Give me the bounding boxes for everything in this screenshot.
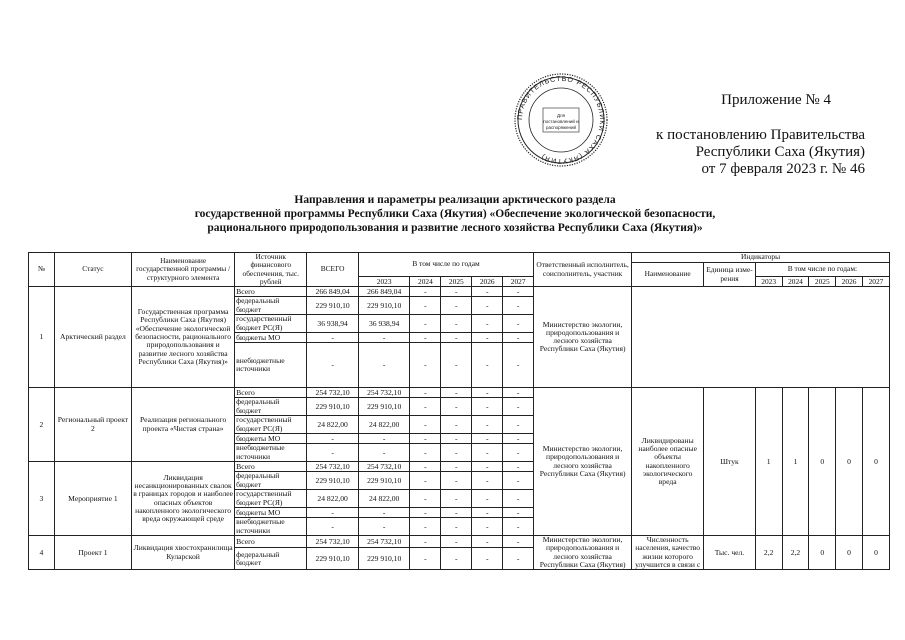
value-2025: -: [441, 287, 472, 297]
value-2027: -: [503, 287, 534, 297]
value-2026: -: [472, 444, 503, 462]
value-2026: -: [472, 508, 503, 518]
value-total: 266 849,04: [307, 287, 359, 297]
value-2023: 24 822,00: [358, 490, 410, 508]
value-2027: -: [503, 508, 534, 518]
value-2027: -: [503, 315, 534, 333]
value-2023: 229 910,10: [358, 398, 410, 416]
indicator-name: Ликвидированы наиболее опасные объекты накопленного экологического вреда: [632, 388, 704, 536]
value-2023: 266 849,04: [358, 287, 410, 297]
value-2026: -: [472, 548, 503, 570]
value-2023: 229 910,10: [358, 472, 410, 490]
value-2023: -: [358, 508, 410, 518]
value-2027: -: [503, 333, 534, 343]
title-line-2: государственной программы Республики Саха (Якутия) «Обеспечение экологической безопасности,: [194, 208, 716, 220]
row-responsible: Министерство экологии, природопользования и лесного хозяйства Республики Саха (Якутия): [534, 536, 632, 570]
value-2025: -: [441, 343, 472, 388]
value-2027: -: [503, 472, 534, 490]
indicator-2024: 2,2: [782, 536, 809, 570]
value-2027: -: [503, 462, 534, 472]
value-2025: -: [441, 388, 472, 398]
appendix-to-line: к постановлению Правительства: [656, 127, 865, 143]
svg-text:распоряжений: распоряжений: [545, 125, 577, 130]
value-total: 229 910,10: [307, 548, 359, 570]
header-ind-unit: Единица изме-рения: [704, 263, 756, 287]
source-mo: бюджеты МО: [235, 333, 307, 343]
value-total: -: [307, 444, 359, 462]
value-2026: -: [472, 472, 503, 490]
row-status: Арктический раздел: [54, 287, 131, 388]
header-year: 2025: [441, 277, 472, 287]
indicator-2023: 1: [755, 388, 782, 536]
value-2025: -: [441, 472, 472, 490]
header-responsible: Ответственный исполнитель, соисполнитель, участник: [534, 253, 632, 287]
value-2026: -: [472, 297, 503, 315]
value-2025: -: [441, 548, 472, 570]
appendix-republic-line: Республики Саха (Якутия): [695, 144, 865, 160]
value-total: 254 732,10: [307, 536, 359, 548]
row-status: Мероприятие 1: [54, 462, 131, 536]
value-total: 254 732,10: [307, 388, 359, 398]
header-name: Наименование государственной программы / структурного элемента: [132, 253, 235, 287]
value-total: -: [307, 333, 359, 343]
value-total: 36 938,94: [307, 315, 359, 333]
value-2023: -: [358, 333, 410, 343]
value-total: 254 732,10: [307, 462, 359, 472]
appendix-date-line: от 7 февраля 2023 г. № 46: [701, 161, 865, 177]
row-responsible: Министерство экологии, природопользования и лесного хозяйства Республики Саха (Якутия): [534, 287, 632, 388]
header-ind-year: 2023: [755, 277, 782, 287]
seal-outer-text: ПРАВИТЕЛЬСТВО РЕСПУБЛИКИ САХА (ЯКУТИЯ): [516, 75, 606, 165]
header-year: 2024: [410, 277, 441, 287]
value-2024: -: [410, 416, 441, 434]
source-total: Всего: [235, 462, 307, 472]
value-2024: -: [410, 508, 441, 518]
row-no: 3: [29, 462, 55, 536]
value-2023: -: [358, 518, 410, 536]
source-total: Всего: [235, 388, 307, 398]
row-name: Реализация регионального проекта «Чистая страна»: [132, 388, 235, 462]
header-ind-year: 2027: [862, 277, 889, 287]
value-2024: -: [410, 434, 441, 444]
indicator-name: Численность населения, качество жизни которого улучшится в связи с: [632, 536, 704, 570]
source-extra: внебюджетные источники: [235, 518, 307, 536]
value-2026: -: [472, 333, 503, 343]
official-seal: [513, 72, 609, 168]
appendix-header: [600, 92, 865, 178]
parameters-table: [28, 252, 890, 570]
value-2026: -: [472, 416, 503, 434]
header-year: 2027: [503, 277, 534, 287]
header-year: 2026: [472, 277, 503, 287]
source-total: Всего: [235, 287, 307, 297]
value-2025: -: [441, 398, 472, 416]
value-2023: -: [358, 444, 410, 462]
value-2026: -: [472, 287, 503, 297]
document-title: [40, 193, 870, 235]
value-2025: -: [441, 508, 472, 518]
value-2027: -: [503, 536, 534, 548]
value-2024: -: [410, 343, 441, 388]
value-2027: -: [503, 343, 534, 388]
value-2026: -: [472, 536, 503, 548]
value-2026: -: [472, 462, 503, 472]
value-2025: -: [441, 462, 472, 472]
svg-text:постановлений и: постановлений и: [543, 119, 579, 124]
title-line-3: рационального природопользования и развитие лесного хозяйства Республики Саха (Якутия)»: [207, 222, 703, 234]
value-2024: -: [410, 333, 441, 343]
header-ind-name: Наименование: [632, 263, 704, 287]
row-status: Региональный проект 2: [54, 388, 131, 462]
row-name: Ликвидация несанкционированных свалок в границах городов и наиболее опасных объектов накопленного экологического вреда окружающей среде: [132, 462, 235, 536]
value-2026: -: [472, 315, 503, 333]
value-2025: -: [441, 490, 472, 508]
value-2023: 254 732,10: [358, 388, 410, 398]
value-total: -: [307, 518, 359, 536]
source-mo: бюджеты МО: [235, 508, 307, 518]
header-total: ВСЕГО: [307, 253, 359, 287]
value-2026: -: [472, 343, 503, 388]
table-row: [29, 287, 890, 297]
header-indicators: Индикаторы: [632, 253, 890, 263]
source-total: Всего: [235, 536, 307, 548]
source-extra: внебюджетные источники: [235, 444, 307, 462]
value-2024: -: [410, 462, 441, 472]
source-state: государственный бюджет РС(Я): [235, 490, 307, 508]
value-2026: -: [472, 388, 503, 398]
value-2023: -: [358, 343, 410, 388]
value-2024: -: [410, 297, 441, 315]
value-2025: -: [441, 333, 472, 343]
indicator-2023: 2,2: [755, 536, 782, 570]
value-2024: -: [410, 548, 441, 570]
header-ind-year: 2024: [782, 277, 809, 287]
value-2027: -: [503, 548, 534, 570]
source-state: государственный бюджет РС(Я): [235, 315, 307, 333]
value-2027: -: [503, 297, 534, 315]
indicator-2025: 0: [809, 388, 836, 536]
value-total: -: [307, 508, 359, 518]
value-2027: -: [503, 518, 534, 536]
value-total: 229 910,10: [307, 398, 359, 416]
source-federal: федеральный бюджет: [235, 398, 307, 416]
value-2025: -: [441, 518, 472, 536]
row-status: Проект 1: [54, 536, 131, 570]
title-line-1: Направления и параметры реализации арктического раздела: [294, 194, 616, 206]
value-2027: -: [503, 490, 534, 508]
indicator-unit: Штук: [704, 388, 756, 536]
value-2025: -: [441, 416, 472, 434]
value-2027: -: [503, 444, 534, 462]
appendix-number: Приложение № 4: [721, 92, 831, 108]
value-2024: -: [410, 315, 441, 333]
value-2023: -: [358, 434, 410, 444]
value-2024: -: [410, 444, 441, 462]
table-row: [29, 536, 890, 548]
value-2025: -: [441, 434, 472, 444]
indicator-2026: 0: [836, 388, 863, 536]
value-2027: -: [503, 398, 534, 416]
indicator-2027: 0: [862, 536, 889, 570]
indicator-2026: 0: [836, 536, 863, 570]
value-total: 24 822,00: [307, 490, 359, 508]
source-federal: федеральный бюджет: [235, 472, 307, 490]
indicator-2025: 0: [809, 536, 836, 570]
header-ind-by-years: В том числе по годам:: [755, 263, 889, 277]
value-2024: -: [410, 536, 441, 548]
value-total: -: [307, 343, 359, 388]
value-2025: -: [441, 536, 472, 548]
header-ind-year: 2026: [836, 277, 863, 287]
value-2024: -: [410, 472, 441, 490]
value-2024: -: [410, 398, 441, 416]
source-extra: внебюджетные источники: [235, 343, 307, 388]
value-2024: -: [410, 388, 441, 398]
indicator-2024: 1: [782, 388, 809, 536]
source-federal: федеральный бюджет: [235, 548, 307, 570]
header-status: Статус: [54, 253, 131, 287]
value-2023: 229 910,10: [358, 297, 410, 315]
value-2026: -: [472, 434, 503, 444]
header-year: 2023: [358, 277, 410, 287]
header-no: №: [29, 253, 55, 287]
value-total: 229 910,10: [307, 472, 359, 490]
value-2023: 229 910,10: [358, 548, 410, 570]
header-by-years: В том числе по годам: [358, 253, 533, 277]
svg-text:Для: Для: [556, 113, 566, 118]
value-total: -: [307, 434, 359, 444]
value-2023: 254 732,10: [358, 536, 410, 548]
value-2023: 254 732,10: [358, 462, 410, 472]
value-2023: 36 938,94: [358, 315, 410, 333]
value-2027: -: [503, 388, 534, 398]
row-name: Ликвидация хвостохранилища Куларской: [132, 536, 235, 570]
indicator-unit: Тыс. чел.: [704, 536, 756, 570]
row-no: 4: [29, 536, 55, 570]
source-federal: федеральный бюджет: [235, 297, 307, 315]
source-mo: бюджеты МО: [235, 434, 307, 444]
row-no: 1: [29, 287, 55, 388]
value-total: 24 822,00: [307, 416, 359, 434]
value-total: 229 910,10: [307, 297, 359, 315]
source-state: государственный бюджет РС(Я): [235, 416, 307, 434]
value-2026: -: [472, 398, 503, 416]
value-2023: 24 822,00: [358, 416, 410, 434]
row-indicators-empty: [632, 287, 890, 388]
value-2027: -: [503, 434, 534, 444]
row-no: 2: [29, 388, 55, 462]
value-2027: -: [503, 416, 534, 434]
value-2024: -: [410, 490, 441, 508]
row-responsible: Министерство экологии, природопользования и лесного хозяйства Республики Саха (Якутия): [534, 388, 632, 536]
value-2024: -: [410, 287, 441, 297]
value-2026: -: [472, 518, 503, 536]
value-2025: -: [441, 315, 472, 333]
row-name: Государственная программа Республики Саха (Якутия) «Обеспечение экологической безопасности, рационального природопользования и развитие лесного хозяйства Республики Саха (Якутия)»: [132, 287, 235, 388]
value-2026: -: [472, 490, 503, 508]
table-row: [29, 388, 890, 398]
value-2024: -: [410, 518, 441, 536]
value-2025: -: [441, 297, 472, 315]
header-source: Источник финансового обеспечения, тыс. рублей: [235, 253, 307, 287]
indicator-2027: 0: [862, 388, 889, 536]
header-ind-year: 2025: [809, 277, 836, 287]
value-2025: -: [441, 444, 472, 462]
